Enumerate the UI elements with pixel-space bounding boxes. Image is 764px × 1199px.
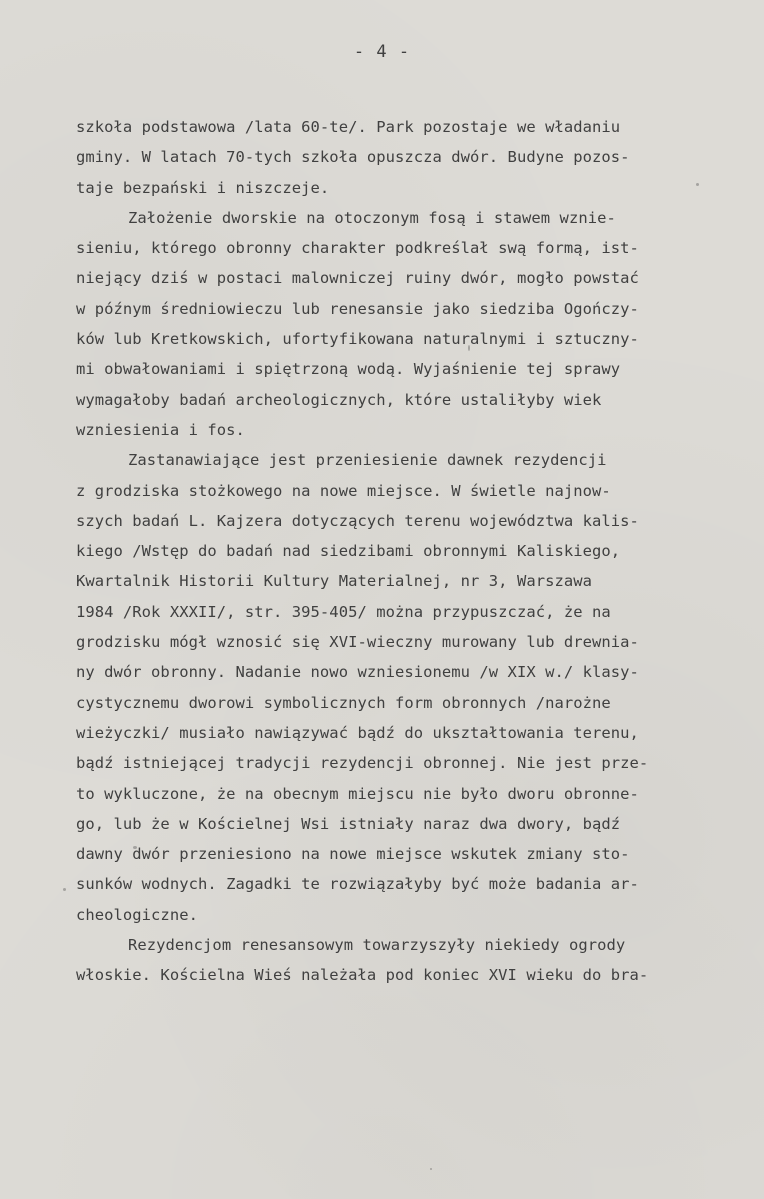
- text-line: cheologiczne.: [76, 905, 198, 924]
- paragraph-first-line: Rezydencjom renesansowym towarzyszyły niekiedy ogrody: [128, 936, 626, 955]
- text-line: dawny dwór przeniesiono na nowe miejsce wskutek zmiany sto-: [76, 845, 630, 864]
- text-line: ków lub Kretkowskich, ufortyfikowana naturalnymi i sztuczny-: [76, 330, 639, 349]
- text-line: bądź istniejącej tradycji rezydencji obronnej. Nie jest prze-: [76, 754, 649, 773]
- paper-speck: [133, 846, 137, 849]
- text-line: mi obwałowaniami i spiętrzoną wodą. Wyjaśnienie tej sprawy: [76, 360, 621, 379]
- text-line: w późnym średniowieczu lub renesansie jako siedziba Ogończy-: [76, 299, 639, 318]
- paragraph-first-line: Zastanawiające jest przeniesienie dawnek rezydencji: [128, 451, 607, 470]
- page-body-text: [76, 112, 736, 991]
- text-line: Kwartalnik Historii Kultury Materialnej, nr 3, Warszawa: [76, 572, 592, 591]
- text-line: sieniu, którego obronny charakter podkreślał swą formą, ist-: [76, 239, 639, 258]
- text-line: gminy. W latach 70-tych szkoła opuszcza dwór. Budyne pozos-: [76, 148, 630, 167]
- text-line: taje bezpański i niszczeje.: [76, 178, 330, 197]
- text-line: kiego /Wstęp do badań nad siedzibami obronnymi Kaliskiego,: [76, 542, 621, 561]
- text-line: wymagałoby badań archeologicznych, które ustaliłyby wiek: [76, 390, 602, 409]
- text-line: to wykluczone, że na obecnym miejscu nie było dworu obronne-: [76, 784, 639, 803]
- text-line: grodzisku mógł wznosić się XVI-wieczny murowany lub drewnia-: [76, 633, 639, 652]
- paper-speck: [63, 888, 66, 891]
- paragraph-first-line: Założenie dworskie na otoczonym fosą i stawem wznie-: [128, 208, 616, 227]
- text-line: go, lub że w Kościelnej Wsi istniały naraz dwa dwory, bądź: [76, 814, 621, 833]
- text-line: sunków wodnych. Zagadki te rozwiązałyby być może badania ar-: [76, 875, 639, 894]
- text-line: wieżyczki/ musiało nawiązywać bądź do ukształtowania terenu,: [76, 723, 639, 742]
- text-line: szkoła podstawowa /lata 60-te/. Park pozostaje we władaniu: [76, 118, 621, 136]
- text-line: włoskie. Kościelna Wieś należała pod koniec XVI wieku do bra-: [76, 966, 649, 985]
- paper-speck: [468, 345, 470, 351]
- text-line: z grodziska stożkowego na nowe miejsce. W świetle najnow-: [76, 481, 611, 500]
- paper-speck: [430, 1168, 432, 1170]
- text-line: 1984 /Rok XXXII/, str. 395-405/ można przypuszczać, że na: [76, 602, 611, 621]
- text-line: cystycznemu dworowi symbolicznych form obronnych /narożne: [76, 693, 611, 712]
- text-line: szych badań L. Kajzera dotyczących terenu województwa kalis-: [76, 511, 639, 530]
- page-number: - 4 -: [353, 42, 411, 62]
- paper-speck: [696, 183, 699, 186]
- text-line: ny dwór obronny. Nadanie nowo wzniesionemu /w XIX w./ klasy-: [76, 663, 639, 682]
- text-line: wzniesienia i fos.: [76, 420, 245, 439]
- text-line: niejący dziś w postaci malowniczej ruiny dwór, mogło powstać: [76, 269, 639, 288]
